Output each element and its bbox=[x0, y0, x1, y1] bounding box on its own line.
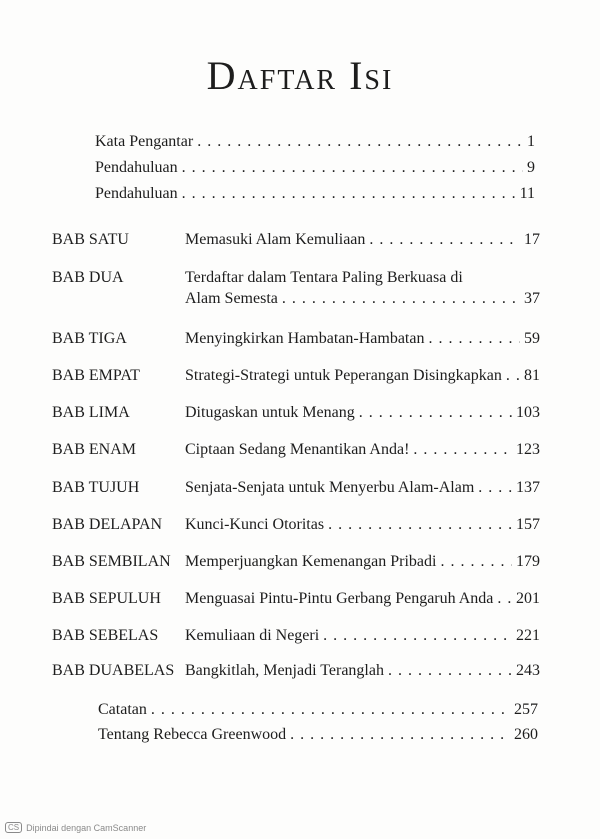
chapter-label: BAB TUJUH bbox=[52, 479, 140, 496]
leader-dots bbox=[413, 439, 512, 460]
entry-title: Pendahuluan bbox=[95, 159, 178, 176]
entry-title: Menyingkirkan Hambatan-Hambatan bbox=[185, 330, 425, 347]
entry-title: Alam Semesta bbox=[185, 290, 278, 307]
toc-entry[interactable] bbox=[185, 660, 540, 681]
chapter-label: BAB LIMA bbox=[52, 404, 130, 421]
leader-dots bbox=[497, 588, 512, 609]
toc-entry[interactable] bbox=[185, 365, 540, 386]
camscanner-icon: CS bbox=[5, 822, 22, 833]
toc-entry[interactable] bbox=[185, 588, 540, 609]
toc-entry[interactable] bbox=[95, 158, 535, 177]
watermark-text: Dipindai dengan CamScanner bbox=[26, 822, 147, 833]
chapter-label: BAB ENAM bbox=[52, 441, 137, 458]
toc-entry[interactable] bbox=[185, 551, 540, 572]
entry-page: 221 bbox=[516, 627, 540, 644]
entry-title: Menguasai Pintu-Pintu Gerbang Pengaruh Anda bbox=[185, 590, 494, 607]
leader-dots bbox=[428, 328, 520, 349]
leader-dots bbox=[282, 288, 520, 309]
leader-dots bbox=[328, 514, 512, 535]
entry-page: 9 bbox=[527, 159, 535, 176]
toc-entry[interactable] bbox=[98, 725, 538, 744]
leader-dots bbox=[323, 625, 512, 646]
leader-dots bbox=[182, 184, 516, 203]
chapter-label: BAB SEBELAS bbox=[52, 627, 159, 644]
chapter-label: BAB SATU bbox=[52, 231, 129, 248]
entry-page: 243 bbox=[516, 662, 540, 679]
toc-entry[interactable] bbox=[185, 439, 540, 460]
entry-title: Bangkitlah, Menjadi Teranglah bbox=[185, 662, 384, 679]
chapter-label: BAB SEMBILAN bbox=[52, 553, 171, 570]
leader-dots bbox=[182, 158, 523, 177]
leader-dots bbox=[478, 477, 512, 498]
chapter-label: BAB DUABELAS bbox=[52, 662, 175, 679]
toc-entry[interactable] bbox=[98, 700, 538, 719]
toc-entry[interactable] bbox=[185, 625, 540, 646]
chapter-label: BAB DELAPAN bbox=[52, 516, 163, 533]
scanner-watermark bbox=[5, 822, 146, 833]
entry-page: 137 bbox=[516, 479, 540, 496]
entry-title: Tentang Rebecca Greenwood bbox=[98, 726, 287, 743]
page-title: Daftar Isi bbox=[206, 53, 394, 98]
entry-page: 257 bbox=[514, 701, 538, 718]
entry-page: 37 bbox=[524, 290, 540, 307]
toc-entry[interactable] bbox=[185, 328, 540, 349]
toc-entry[interactable] bbox=[185, 514, 540, 535]
entry-page: 17 bbox=[524, 231, 540, 248]
entry-title: Ciptaan Sedang Menantikan Anda! bbox=[185, 441, 410, 458]
entry-page: 59 bbox=[524, 330, 540, 347]
entry-page: 103 bbox=[516, 404, 540, 421]
leader-dots bbox=[440, 551, 512, 572]
entry-page: 179 bbox=[516, 553, 540, 570]
entry-title: Kata Pengantar bbox=[95, 133, 194, 150]
entry-page: 81 bbox=[524, 367, 540, 384]
entry-page: 123 bbox=[516, 441, 540, 458]
leader-dots bbox=[506, 365, 520, 386]
chapter-label: BAB SEPULUH bbox=[52, 590, 161, 607]
entry-page: 11 bbox=[519, 185, 535, 202]
leader-dots bbox=[359, 402, 512, 423]
chapter-label: BAB EMPAT bbox=[52, 367, 140, 384]
entry-title: Senjata-Senjata untuk Menyerbu Alam-Alam bbox=[185, 479, 475, 496]
entry-page: 1 bbox=[527, 133, 535, 150]
entry-page: 201 bbox=[516, 590, 540, 607]
leader-dots bbox=[290, 725, 510, 744]
leader-dots bbox=[151, 700, 510, 719]
toc-entry[interactable] bbox=[95, 132, 535, 151]
leader-dots bbox=[369, 229, 520, 250]
entry-title: Pendahuluan bbox=[95, 185, 178, 202]
entry-title-line1: Terdaftar dalam Tentara Paling Berkuasa di bbox=[185, 269, 463, 286]
toc-entry[interactable] bbox=[185, 267, 540, 309]
entry-title: Kunci-Kunci Otoritas bbox=[185, 516, 325, 533]
chapter-label: BAB TIGA bbox=[52, 330, 127, 347]
toc-entry[interactable] bbox=[95, 184, 535, 203]
leader-dots bbox=[197, 132, 523, 151]
entry-page: 157 bbox=[516, 516, 540, 533]
entry-title: Strategi-Strategi untuk Peperangan Disingkapkan bbox=[185, 367, 502, 384]
entry-title: Catatan bbox=[98, 701, 147, 718]
leader-dots bbox=[388, 660, 512, 681]
chapter-label: BAB DUA bbox=[52, 269, 124, 286]
entry-title: Kemuliaan di Negeri bbox=[185, 627, 320, 644]
entry-title: Memperjuangkan Kemenangan Pribadi bbox=[185, 553, 437, 570]
entry-title: Memasuki Alam Kemuliaan bbox=[185, 231, 366, 248]
toc-entry[interactable] bbox=[185, 402, 540, 423]
toc-entry[interactable] bbox=[185, 477, 540, 498]
entry-page: 260 bbox=[514, 726, 538, 743]
toc-entry[interactable] bbox=[185, 229, 540, 250]
entry-title: Ditugaskan untuk Menang bbox=[185, 404, 355, 421]
